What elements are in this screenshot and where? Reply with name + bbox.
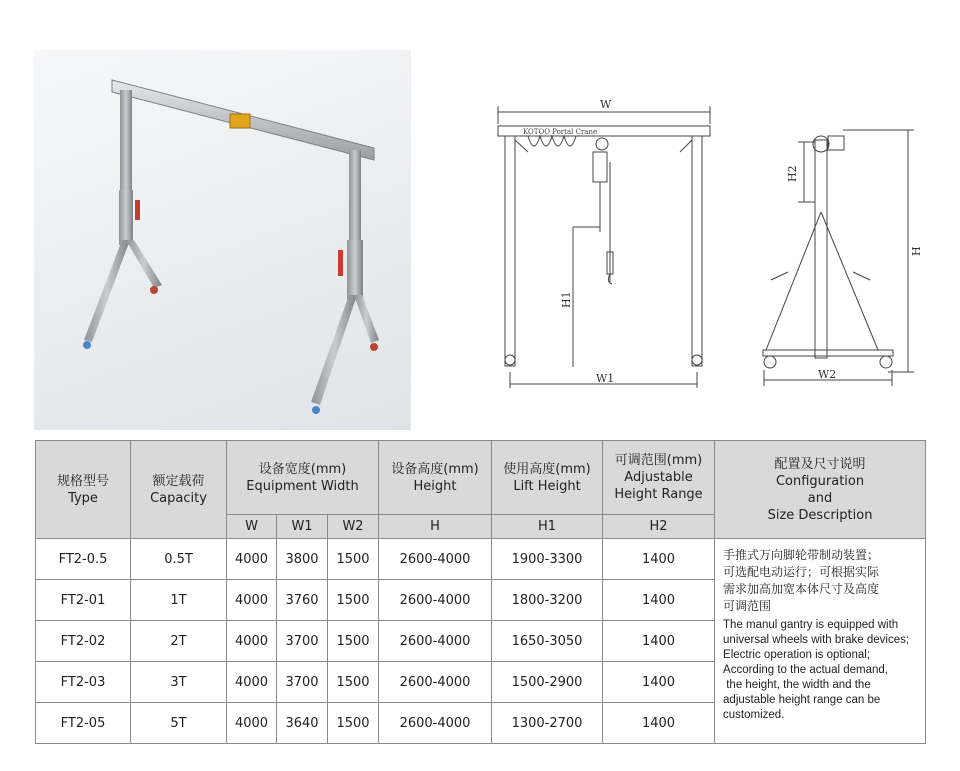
desc-en-line: customized. [723, 709, 785, 721]
header-adjustable-range: 可调范围(mm) Adjustable Height Range [603, 441, 715, 515]
cell-h: 2600-4000 [379, 580, 492, 621]
cell-h2: 1400 [603, 703, 715, 744]
cell-h: 2600-4000 [379, 621, 492, 662]
cell-h2: 1400 [603, 539, 715, 580]
front-view [498, 98, 710, 388]
cell-capacity: 5T [131, 703, 227, 744]
subheader-w: W [227, 515, 277, 539]
cell-type: FT2-0.5 [36, 539, 131, 580]
subheader-h1: H1 [492, 515, 603, 539]
cell-h: 2600-4000 [379, 662, 492, 703]
cell-w: 4000 [227, 580, 277, 621]
cell-w1: 3700 [277, 662, 328, 703]
cell-w2: 1500 [328, 621, 379, 662]
desc-en-line: Electric operation is optional; [723, 649, 871, 661]
cell-h2: 1400 [603, 580, 715, 621]
header-lift-height: 使用高度(mm) Lift Height [492, 441, 603, 515]
desc-en-line: adjustable height range can be [723, 694, 881, 706]
subheader-h2: H2 [603, 515, 715, 539]
subheader-w1: W1 [277, 515, 328, 539]
desc-en-line: universal wheels with brake devices; [723, 634, 910, 646]
cell-capacity: 3T [131, 662, 227, 703]
cell-h1: 1800-3200 [492, 580, 603, 621]
label-h: H [910, 246, 923, 256]
specification-table [35, 440, 926, 744]
cell-w1: 3800 [277, 539, 328, 580]
cell-type: FT2-03 [36, 662, 131, 703]
table-row [36, 539, 926, 580]
cell-h1: 1500-2900 [492, 662, 603, 703]
subheader-h: H [379, 515, 492, 539]
side-view [763, 130, 923, 386]
cell-h1: 1650-3050 [492, 621, 603, 662]
desc-zh-line: 可调范围 [723, 599, 772, 613]
header-type: 规格型号 Type [36, 441, 131, 539]
desc-zh-line: 手推式万向脚轮带制动装置； [723, 548, 880, 562]
cell-w2: 1500 [328, 662, 379, 703]
cell-w2: 1500 [328, 539, 379, 580]
cell-w2: 1500 [328, 580, 379, 621]
cell-h2: 1400 [603, 621, 715, 662]
cell-w1: 3640 [277, 703, 328, 744]
desc-zh-line: 需求加高加宽本体尺寸及高度 [723, 582, 880, 596]
cell-capacity: 0.5T [131, 539, 227, 580]
cell-w2: 1500 [328, 703, 379, 744]
label-h2: H2 [786, 165, 799, 182]
header-capacity: 额定载荷 Capacity [131, 441, 227, 539]
technical-drawing [488, 92, 928, 392]
cell-h: 2600-4000 [379, 539, 492, 580]
cell-type: FT2-01 [36, 580, 131, 621]
label-w1: W1 [596, 372, 615, 385]
gantry-crane-illustration [34, 50, 411, 430]
cell-capacity: 1T [131, 580, 227, 621]
desc-en-line: The manul gantry is equipped with [723, 619, 899, 631]
desc-zh-line: 可选配电动运行；可根据实际 [723, 565, 880, 579]
header-configuration: 配置及尺寸说明 Configuration and Size Description [715, 441, 926, 539]
header-equipment-width: 设备宽度(mm) Equipment Width [227, 441, 379, 515]
label-w: W [600, 98, 612, 111]
label-h1: H1 [560, 291, 573, 308]
dimension-drawing [488, 92, 928, 392]
configuration-description [715, 539, 926, 744]
desc-en-line: According to the actual demand, [723, 664, 888, 676]
cell-type: FT2-05 [36, 703, 131, 744]
cell-h2: 1400 [603, 662, 715, 703]
cell-h1: 1900-3300 [492, 539, 603, 580]
label-w2: W2 [818, 368, 837, 381]
header-height: 设备高度(mm) Height [379, 441, 492, 515]
subheader-w2: W2 [328, 515, 379, 539]
desc-en-line: the height, the width and the [723, 679, 871, 691]
cell-w1: 3700 [277, 621, 328, 662]
cell-capacity: 2T [131, 621, 227, 662]
cell-type: FT2-02 [36, 621, 131, 662]
cell-w: 4000 [227, 539, 277, 580]
beam-label: KOTOO Portal Crane [523, 128, 598, 136]
cell-h1: 1300-2700 [492, 703, 603, 744]
cell-w: 4000 [227, 703, 277, 744]
cell-w: 4000 [227, 621, 277, 662]
cell-h: 2600-4000 [379, 703, 492, 744]
gantry-crane-photo [34, 50, 411, 430]
cell-w: 4000 [227, 662, 277, 703]
cell-w1: 3760 [277, 580, 328, 621]
